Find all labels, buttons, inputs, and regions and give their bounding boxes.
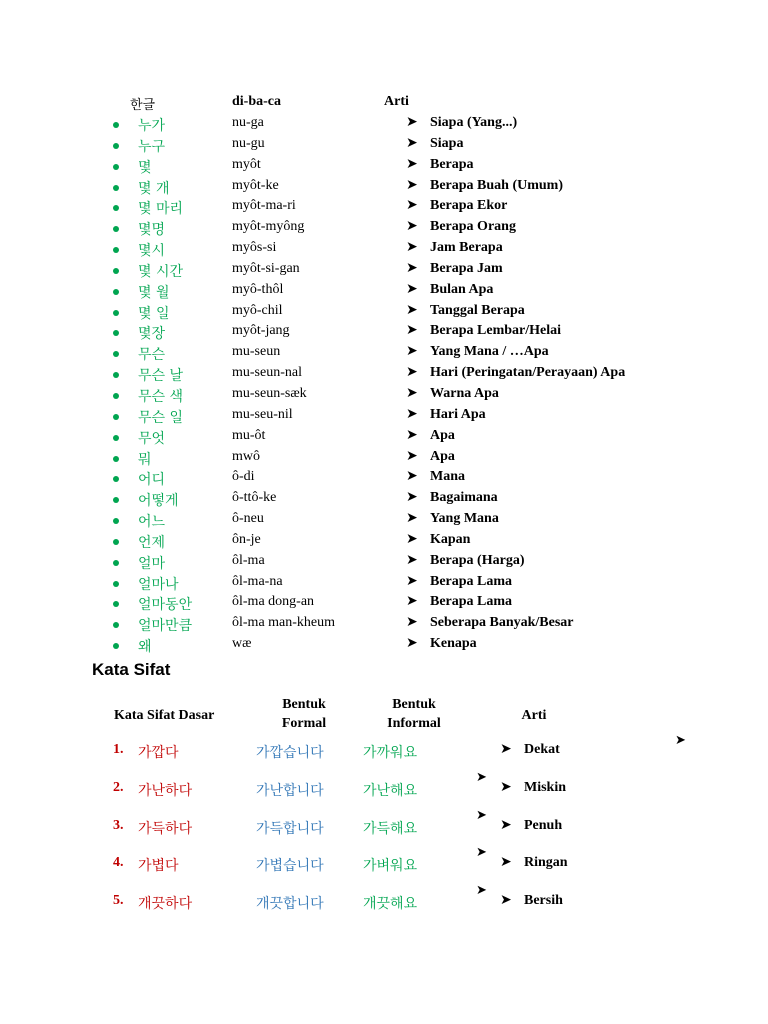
arrow-icon: ➤ [406, 551, 418, 568]
meaning-text: Berapa Buah (Umum) [430, 177, 564, 193]
list-item [0, 302, 768, 323]
arrow-icon: ➤ [406, 426, 418, 443]
meaning-text: Siapa [430, 135, 464, 151]
adjective-meaning: Ringan [524, 855, 568, 871]
adjective-base: 개끗하다 [138, 896, 193, 913]
bullet-icon [113, 164, 119, 170]
bullet-icon [113, 226, 119, 232]
header-formal-line2: Formal [281, 716, 327, 731]
list-item [0, 156, 768, 177]
hangul-word: 누구 [138, 138, 166, 155]
arrow-icon: ➤ [406, 530, 418, 547]
bullet-icon [113, 539, 119, 545]
meaning-text: Berapa Lembar/Helai [430, 323, 562, 339]
adjective-informal: 가난해요 [363, 782, 418, 799]
header-formal-line1: Bentuk [282, 697, 326, 712]
list-item [0, 385, 768, 406]
row-number: 3. [113, 817, 124, 833]
adjective-meaning: Bersih [524, 893, 563, 909]
bullet-icon [113, 476, 119, 482]
hangul-word: 무슨 색 [138, 388, 184, 405]
adjective-base: 가난하다 [138, 782, 193, 799]
header-reading: di-ba-ca [232, 94, 281, 109]
reading-text: ôl-ma man-kheum [232, 615, 336, 631]
adjective-formal: 개끗합니다 [256, 896, 324, 913]
hangul-word: 몇 시간 [138, 263, 184, 280]
bullet-icon [113, 518, 119, 524]
bullet-icon [113, 456, 119, 462]
hangul-word: 무엇 [138, 430, 166, 447]
reading-text: mwô [232, 448, 260, 464]
meaning-text: Mana [430, 469, 465, 485]
row-number: 1. [113, 742, 124, 757]
bullet-icon [113, 205, 119, 211]
meaning-text: Berapa (Harga) [430, 552, 525, 568]
list-item [0, 135, 768, 156]
hangul-word: 무슨 [138, 347, 166, 364]
header-arti: Arti [521, 708, 547, 723]
arrow-icon: ➤ [406, 635, 418, 652]
arrow-icon: ➤ [500, 892, 512, 909]
arrow-icon: ➤ [406, 134, 418, 151]
bullet-icon [113, 393, 119, 399]
bullet-icon [113, 247, 119, 253]
bullet-icon [113, 185, 119, 191]
hangul-word: 왜 [138, 639, 152, 656]
bullet-icon [113, 143, 119, 149]
meaning-text: Berapa Orang [430, 219, 516, 235]
arrow-icon: ➤ [406, 343, 418, 360]
table-row [0, 883, 768, 927]
bullet-icon [113, 372, 119, 378]
list-item [0, 510, 768, 531]
list-item [0, 364, 768, 385]
list-item [0, 260, 768, 281]
hangul-word: 얼마만큼 [138, 618, 193, 635]
table-row [0, 769, 768, 814]
reading-text: mu-seun-sæk [232, 385, 307, 401]
arrow-icon: ➤ [406, 197, 418, 214]
reading-text: nu-ga [232, 115, 264, 130]
reading-text: myô-thôl [232, 281, 284, 297]
arrow-icon: ➤ [406, 614, 418, 631]
row-number: 2. [113, 779, 124, 795]
arrow-icon: ➤ [406, 489, 418, 506]
bullet-icon [113, 435, 119, 441]
bullet-icon [113, 581, 119, 587]
hangul-word: 몇 월 [138, 284, 170, 301]
bullet-icon [113, 310, 119, 316]
arrow-icon: ➤ [476, 769, 487, 785]
arrow-icon: ➤ [406, 447, 418, 464]
table-row [0, 807, 768, 852]
bullet-icon [113, 601, 119, 607]
adjective-base: 가볍다 [138, 858, 179, 875]
meaning-text: Tanggal Berapa [430, 302, 525, 318]
reading-text: ô-neu [232, 511, 264, 527]
arrow-icon: ➤ [406, 280, 418, 297]
arrow-icon: ➤ [406, 176, 418, 193]
meaning-text: Jam Berapa [430, 240, 503, 256]
reading-text: mu-ôt [232, 427, 266, 443]
adjective-informal: 가득해요 [363, 820, 418, 837]
arrow-icon: ➤ [675, 733, 686, 748]
reading-text: myôt-jang [232, 323, 290, 339]
header-hangul: 한글 [130, 98, 156, 113]
header-informal-line1: Bentuk [392, 697, 436, 712]
arrow-icon: ➤ [406, 384, 418, 401]
arrow-icon: ➤ [406, 572, 418, 589]
table-row [0, 738, 768, 776]
reading-text: wæ [232, 636, 252, 652]
header-informal-line2: Informal [387, 716, 441, 731]
reading-text: ôl-ma dong-an [232, 594, 315, 610]
adjective-formal: 가깝습니다 [256, 745, 324, 761]
arrow-icon: ➤ [406, 468, 418, 485]
list-item [0, 468, 768, 489]
question-word-list [0, 114, 768, 656]
meaning-text: Apa [430, 448, 455, 464]
reading-text: ô-di [232, 469, 255, 485]
reading-text: myôt-myông [232, 219, 305, 235]
list-item [0, 281, 768, 302]
meaning-text: Bulan Apa [430, 281, 494, 297]
reading-text: ôn-je [232, 531, 261, 547]
hangul-word: 몇장 [138, 326, 166, 343]
arrow-icon: ➤ [406, 218, 418, 235]
adjective-base: 가깝다 [138, 745, 179, 761]
bullet-icon [113, 268, 119, 274]
meaning-text: Apa [430, 427, 455, 443]
bullet-icon [113, 330, 119, 336]
bullet-icon [113, 560, 119, 566]
reading-text: ôl-ma-na [232, 573, 283, 589]
arrow-icon: ➤ [476, 807, 487, 823]
list-item [0, 343, 768, 364]
hangul-word: 어떻게 [138, 493, 179, 510]
table-row [0, 845, 768, 889]
adjective-formal: 가득합니다 [256, 820, 324, 837]
reading-text: myô-chil [232, 302, 283, 318]
hangul-word: 무슨 날 [138, 368, 184, 385]
header-informal [372, 695, 456, 733]
list-item [0, 531, 768, 552]
meaning-text: Seberapa Banyak/Besar [430, 615, 574, 631]
bullet-icon [113, 643, 119, 649]
reading-text: mu-seun-nal [232, 365, 302, 381]
list-item [0, 552, 768, 573]
reading-text: mu-seun [232, 344, 281, 360]
bullet-icon [113, 122, 119, 128]
arrow-icon: ➤ [500, 778, 512, 795]
meaning-text: Kenapa [430, 636, 477, 652]
adjective-formal: 가난합니다 [256, 782, 324, 799]
hangul-word: 얼마나 [138, 576, 179, 593]
arrow-icon: ➤ [406, 239, 418, 256]
adjective-base: 가득하다 [138, 820, 193, 837]
list-item [0, 573, 768, 594]
arrow-icon: ➤ [406, 405, 418, 422]
reading-text: myôt-si-gan [232, 260, 300, 276]
list-item [0, 427, 768, 448]
arrow-icon: ➤ [476, 845, 487, 861]
meaning-text: Hari Apa [430, 406, 486, 422]
hangul-word: 몇명 [138, 222, 166, 239]
arrow-icon: ➤ [500, 816, 512, 833]
hangul-word: 어느 [138, 514, 166, 531]
header-dasar: Kata Sifat Dasar [114, 708, 215, 723]
hangul-word: 무슨 일 [138, 409, 184, 426]
arrow-icon: ➤ [406, 322, 418, 339]
bullet-icon [113, 497, 119, 503]
adjective-list [0, 738, 768, 927]
hangul-word: 몇 개 [138, 180, 170, 197]
section-title: Kata Sifat [92, 660, 171, 679]
arrow-icon: ➤ [406, 301, 418, 318]
bullet-icon [113, 622, 119, 628]
list-item [0, 177, 768, 198]
list-item [0, 593, 768, 614]
bullet-icon [113, 289, 119, 295]
list-item [0, 322, 768, 343]
hangul-word: 얼마 [138, 555, 166, 572]
adjective-meaning: Miskin [524, 779, 567, 795]
meaning-text: Yang Mana / …Apa [430, 344, 549, 360]
list-item [0, 114, 768, 135]
adjective-informal: 가벼워요 [363, 858, 418, 875]
arrow-icon: ➤ [406, 364, 418, 381]
arrow-icon: ➤ [406, 155, 418, 172]
hangul-word: 몇 일 [138, 305, 170, 322]
list-item [0, 218, 768, 239]
meaning-text: Warna Apa [430, 385, 499, 401]
list-item [0, 239, 768, 260]
hangul-word: 몇시 [138, 243, 166, 260]
reading-text: ô-ttô-ke [232, 490, 277, 506]
meaning-text: Berapa Lama [430, 573, 513, 589]
arrow-icon: ➤ [500, 741, 512, 757]
arrow-icon: ➤ [406, 114, 418, 130]
hangul-word: 얼마동안 [138, 597, 193, 614]
row-number: 4. [113, 855, 124, 871]
reading-text: myôt [232, 156, 261, 172]
list-item [0, 489, 768, 510]
list-item [0, 448, 768, 469]
list-item [0, 406, 768, 427]
arrow-icon: ➤ [406, 510, 418, 527]
arrow-icon: ➤ [406, 593, 418, 610]
list-item [0, 635, 768, 656]
meaning-text: Bagaimana [430, 490, 498, 506]
reading-text: mu-seu-nil [232, 406, 293, 422]
meaning-text: Kapan [430, 531, 471, 547]
adjective-informal: 개끗해요 [363, 896, 418, 913]
hangul-word: 언제 [138, 534, 166, 551]
meaning-text: Siapa (Yang...) [430, 115, 518, 130]
bullet-icon [113, 414, 119, 420]
arrow-icon: ➤ [500, 854, 512, 871]
reading-text: ôl-ma [232, 552, 265, 568]
hangul-word: 어디 [138, 472, 166, 489]
bullet-icon [113, 351, 119, 357]
header-meaning: Arti [384, 94, 409, 109]
meaning-text: Berapa Ekor [430, 198, 508, 214]
meaning-text: Hari (Peringatan/Perayaan) Apa [430, 365, 626, 381]
hangul-word: 누가 [138, 118, 166, 134]
adjective-meaning: Dekat [524, 742, 560, 757]
reading-text: nu-gu [232, 135, 265, 151]
adjective-meaning: Penuh [524, 817, 563, 833]
hangul-word: 몇 [138, 159, 152, 176]
reading-text: myôt-ma-ri [232, 198, 296, 214]
reading-text: myôs-si [232, 240, 277, 256]
adjective-formal: 가볍습니다 [256, 858, 324, 875]
header-formal [262, 695, 346, 733]
list-item [0, 197, 768, 218]
list-item [0, 614, 768, 635]
reading-text: myôt-ke [232, 177, 279, 193]
meaning-text: Berapa Jam [430, 260, 503, 276]
meaning-text: Yang Mana [430, 511, 499, 527]
hangul-word: 몇 마리 [138, 201, 184, 218]
meaning-text: Berapa [430, 156, 474, 172]
hangul-word: 뭐 [138, 451, 152, 468]
row-number: 5. [113, 893, 124, 909]
arrow-icon: ➤ [406, 259, 418, 276]
meaning-text: Berapa Lama [430, 594, 513, 610]
adjective-informal: 가까워요 [363, 745, 418, 761]
arrow-icon: ➤ [476, 883, 487, 899]
